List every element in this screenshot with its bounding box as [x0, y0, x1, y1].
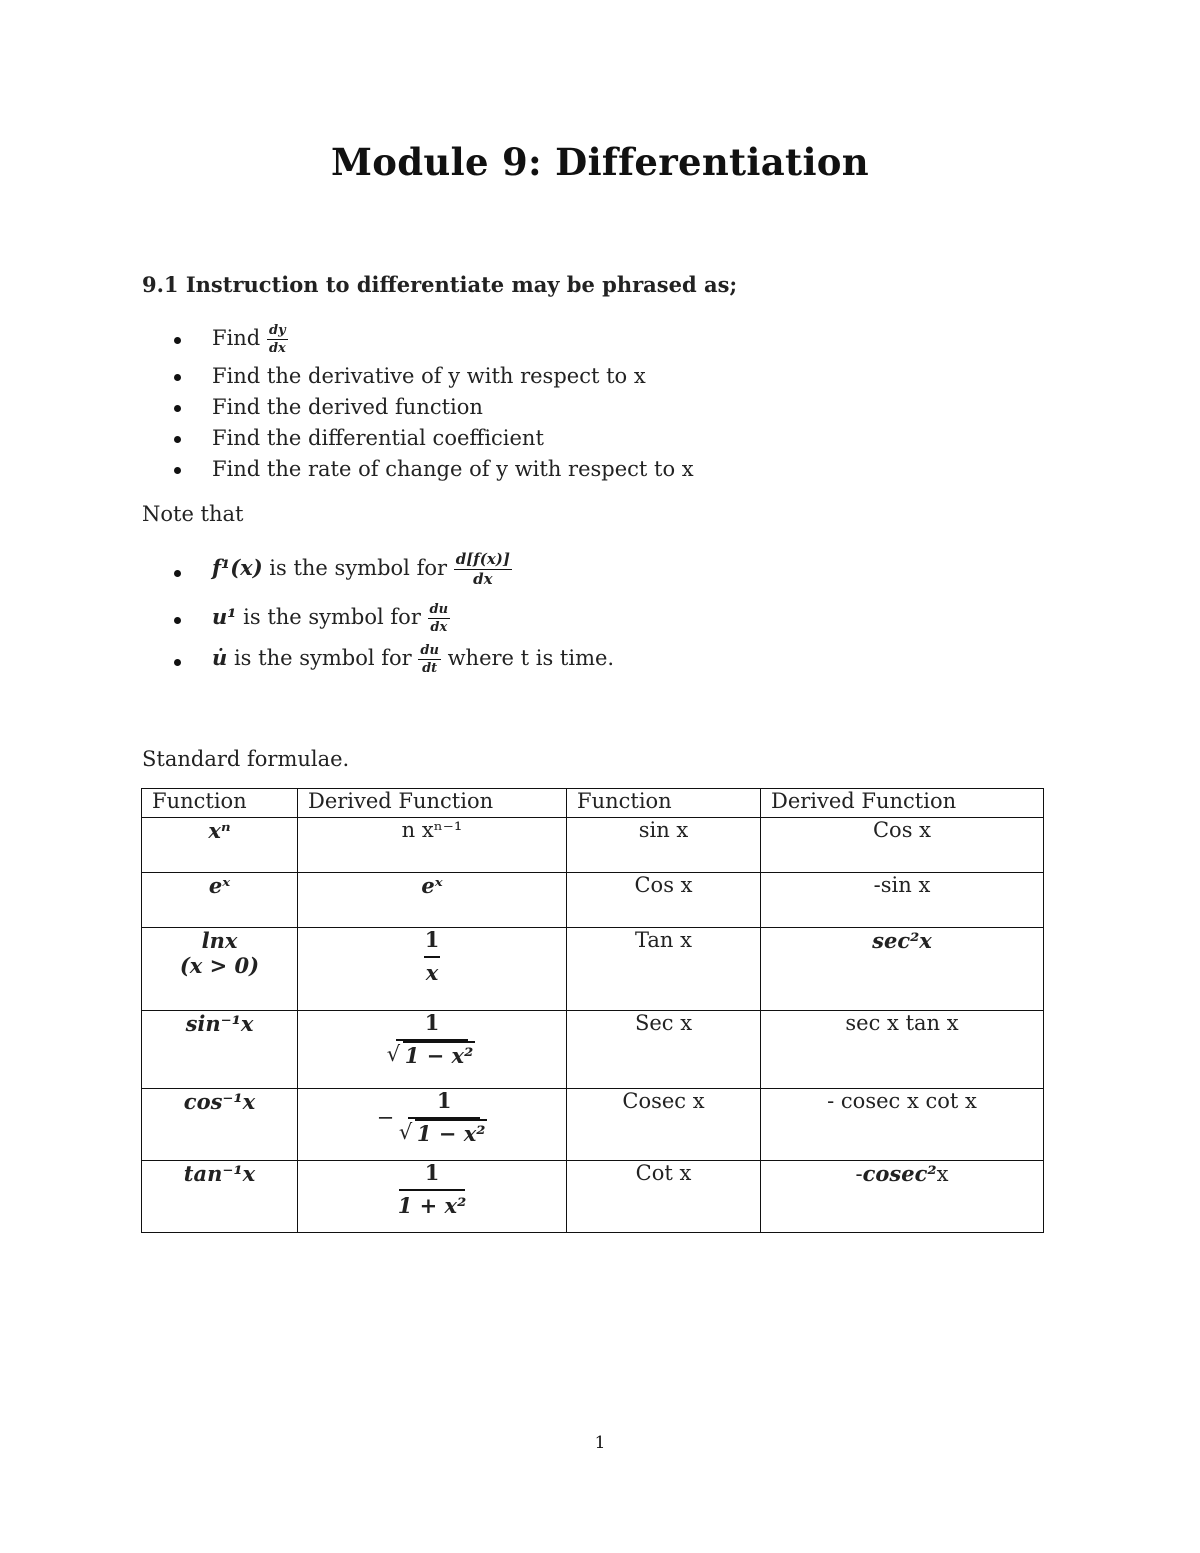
sqrt: √ 1 − x²: [401, 1122, 488, 1146]
fraction: $\frac{du}{dx}$: [429, 602, 449, 635]
function-cell: sin x: [567, 818, 761, 873]
derived-cell: [298, 1161, 567, 1233]
minus-sign: −: [376, 1105, 395, 1130]
column-header: Function: [142, 789, 298, 818]
table-row: [142, 873, 1044, 928]
column-header: Function: [567, 789, 761, 818]
table-row: [142, 1161, 1044, 1233]
table-row: [142, 928, 1044, 1011]
function-cell: eˣ: [142, 873, 298, 928]
document-page: Module 9: Differentiation 9.1 Instruction to differentiate may be phrased as; Find $\frac{dy}{dx}$ Find the derivative of y with respect to x Find the derived function Find the differential coefficient Find the rate of change of y with respect to x Note that f¹(x) is the symbol for $\frac{d[f(x)]}{dx}$ u¹ is the symbol for $\frac{du}{dx}$ u̇ is the symbol for $\frac{du}{dt}$ where t is time. Standard formulae. Function Derived Function Function Derived Function xⁿ n xⁿ⁻¹ sin x Cos x eˣ eˣ Cos x -sin x lnx (x > 0) $\frac{1}{x}$ Tan x sec²x sin⁻¹x 1 √ 1 − x² Sec x sec x tan x cos⁻¹x − 1 √ 1 − x² Cosec x - cosec x cot x tan⁻¹x $\frac{1}{\text{1 + x²}}$ Cot x -cosec²x 1: [0, 0, 1200, 1553]
fraction: $\frac{d[f(x)]}{dx}$: [455, 550, 510, 588]
page-title: Module 9: Differentiation: [331, 140, 869, 184]
derived-cell: - cosec x cot x: [761, 1089, 1044, 1161]
function-cell: cos⁻¹x: [142, 1089, 298, 1161]
function-cell: tan⁻¹x: [142, 1161, 298, 1233]
derived-cell: sec²x: [761, 928, 1044, 1011]
column-header: Derived Function: [298, 789, 567, 818]
function-cell: Cos x: [567, 873, 761, 928]
derived-cell: Cos x: [761, 818, 1044, 873]
table-row: [142, 1011, 1044, 1089]
derived-cell: eˣ: [298, 873, 567, 928]
fraction: 1 √ 1 − x²: [401, 1089, 488, 1146]
table-row: [142, 1089, 1044, 1161]
derived-cell: [298, 1011, 567, 1089]
section-heading: 9.1 Instruction to differentiate may be phrased as;: [142, 272, 738, 297]
table-header-row: [142, 789, 1044, 818]
sqrt: √ 1 − x²: [389, 1044, 476, 1068]
derived-cell: [298, 928, 567, 1011]
note-label: Note that: [142, 502, 244, 526]
derived-cell: -cosec²x: [761, 1161, 1044, 1233]
table-row: [142, 818, 1044, 873]
find-label: Find: [212, 326, 261, 350]
formulae-table: [141, 788, 1044, 1233]
fraction: $\frac{1}{x}$: [424, 927, 440, 986]
function-cell: xⁿ: [142, 818, 298, 873]
column-header: Derived Function: [761, 789, 1044, 818]
function-cell: lnx (x > 0): [142, 928, 298, 1011]
fraction: 1 √ 1 − x²: [389, 1011, 476, 1068]
symbol: u¹: [212, 604, 237, 629]
symbol: u̇: [212, 645, 228, 670]
derived-cell: -sin x: [761, 873, 1044, 928]
dy-dx-fraction: $\frac{dy}{dx}$: [268, 323, 286, 356]
derived-cell: n xⁿ⁻¹: [298, 818, 567, 873]
derived-cell: [298, 1089, 567, 1161]
standard-formulae-label: Standard formulae.: [142, 747, 350, 771]
fraction: $\frac{1}{\text{1 + x²}}$: [397, 1160, 467, 1219]
page-number: 1: [594, 1433, 606, 1453]
function-cell: Tan x: [567, 928, 761, 1011]
symbol: f¹(x): [212, 555, 263, 580]
derived-cell: sec x tan x: [761, 1011, 1044, 1089]
function-cell: sin⁻¹x: [142, 1011, 298, 1089]
function-cell: Sec x: [567, 1011, 761, 1089]
function-cell: Cot x: [567, 1161, 761, 1233]
function-cell: Cosec x: [567, 1089, 761, 1161]
fraction: $\frac{du}{dt}$: [420, 643, 439, 676]
